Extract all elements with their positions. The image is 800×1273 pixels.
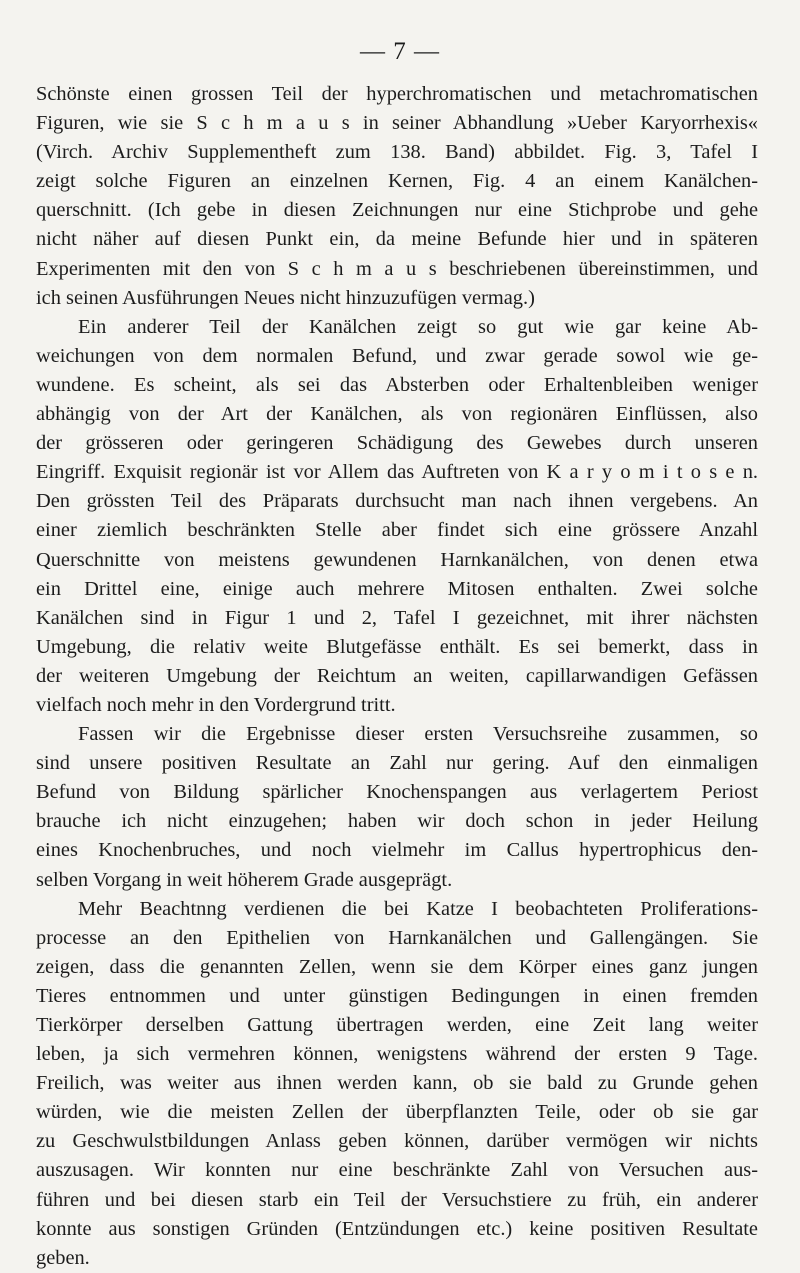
text-line: Tierkörper derselben Gattung übertragen werden, eine Zeit lang weiter [36, 1014, 758, 1036]
text-line: der grösseren oder geringeren Schädigung des Gewebes durch unseren [36, 432, 758, 455]
text-line: führen und bei diesen starb ein Teil der Versuchstiere zu früh, ein anderer [36, 1188, 758, 1211]
text-line: leben, ja sich vermehren können, wenigstens während der ersten 9 Tage. [36, 1043, 758, 1066]
paragraph [36, 313, 758, 720]
text-line: sind unsere positiven Resultate an Zahl nur gering. Auf den einmaligen [36, 752, 758, 775]
text-line: abhängig von der Art der Kanälchen, als von regionären Einflüssen, also [36, 403, 758, 426]
text-line: querschnitt. (Ich gebe in diesen Zeichnungen nur eine Stichprobe und gehe [36, 199, 758, 222]
text-line: einer ziemlich beschränkten Stelle aber findet sich eine grössere Anzahl [36, 519, 758, 542]
text-line: vielfach noch mehr in den Vordergrund tritt. [36, 693, 396, 716]
text-line: auszusagen. Wir konnten nur eine beschränkte Zahl von Versuchen aus- [36, 1159, 758, 1182]
paragraph [36, 720, 758, 895]
text-line: Mehr Beachtnng verdienen die bei Katze I beobachteten Proliferations- [78, 897, 758, 920]
text-line: processe an den Epithelien von Harnkanälchen und Gallengängen. Sie [36, 926, 758, 949]
text-line: Figuren, wie sie S c h m a u s in seiner Abhandlung »Ueber Karyorrhexis« [36, 112, 758, 135]
text-line: Befund von Bildung spärlicher Knochenspangen aus verlagertem Periost [36, 781, 758, 804]
text-line: der weiteren Umgebung der Reichtum an weiten, capillarwandigen Gefässen [36, 664, 758, 687]
text-line: geben. [36, 1246, 90, 1269]
text-line: Schönste einen grossen Teil der hyperchromatischen und metachromatischen [36, 83, 758, 105]
text-line: eines Knochenbruches, und noch vielmehr im Callus hypertrophicus den- [36, 839, 758, 862]
text-line: Experimenten mit den von S c h m a u s beschriebenen übereinstimmen, und [36, 257, 758, 280]
text-line: selben Vorgang in weit höherem Grade ausgeprägt. [36, 868, 453, 891]
body-text [36, 80, 758, 1273]
text-line: weichungen von dem normalen Befund, und zwar gerade sowol wie ge- [36, 344, 758, 367]
text-line: Kanälchen sind in Figur 1 und 2, Tafel I gezeichnet, mit ihrer nächsten [36, 606, 758, 629]
text-line: Tieres entnommen und unter günstigen Bedingungen in einen fremden [36, 984, 758, 1007]
text-line: Ein anderer Teil der Kanälchen zeigt so gut wie gar keine Ab- [78, 315, 758, 338]
text-line: brauche ich nicht einzugehen; haben wir doch schon in jeder Heilung [36, 810, 758, 833]
text-line: zeigen, dass die genannten Zellen, wenn sie dem Körper eines ganz jungen [36, 955, 758, 978]
page-number: — 7 — [360, 38, 440, 65]
text-line: wundene. Es scheint, als sei das Absterben oder Erhaltenbleiben weniger [36, 373, 758, 396]
text-line: konnte aus sonstigen Gründen (Entzündungen etc.) keine positiven Resultate [36, 1217, 758, 1240]
text-line: Querschnitte von meistens gewundenen Harnkanälchen, von denen etwa [36, 548, 758, 571]
paragraph [36, 895, 758, 1273]
text-line: zu Geschwulstbildungen Anlass geben können, darüber vermögen wir nichts [36, 1130, 758, 1153]
text-line: würden, wie die meisten Zellen der überpflanzten Teile, oder ob sie gar [36, 1101, 758, 1124]
text-line: Fassen wir die Ergebnisse dieser ersten Versuchsreihe zusammen, so [78, 723, 758, 746]
text-line: zeigt solche Figuren an einzelnen Kernen, Fig. 4 an einem Kanälchen- [36, 170, 758, 193]
text-line: nicht näher auf diesen Punkt ein, da meine Befunde hier und in späteren [36, 228, 758, 251]
text-line: Den grössten Teil des Präparats durchsucht man nach ihnen vergebens. An [36, 490, 758, 513]
text-line: ich seinen Ausführungen Neues nicht hinzuzufügen vermag.) [36, 286, 535, 309]
paragraph [36, 80, 758, 313]
text-line: Eingriff. Exquisit regionär ist vor Allem das Auftreten von K a r y o m i t o s e n. [36, 461, 758, 484]
text-line: ein Drittel eine, einige auch mehrere Mitosen enthalten. Zwei solche [36, 577, 758, 600]
text-line: (Virch. Archiv Supplementheft zum 138. Band) abbildet. Fig. 3, Tafel I [36, 141, 758, 164]
text-line: Freilich, was weiter aus ihnen werden kann, ob sie bald zu Grunde gehen [36, 1072, 758, 1095]
text-line: Umgebung, die relativ weite Blutgefässe enthält. Es sei bemerkt, dass in [36, 635, 758, 658]
